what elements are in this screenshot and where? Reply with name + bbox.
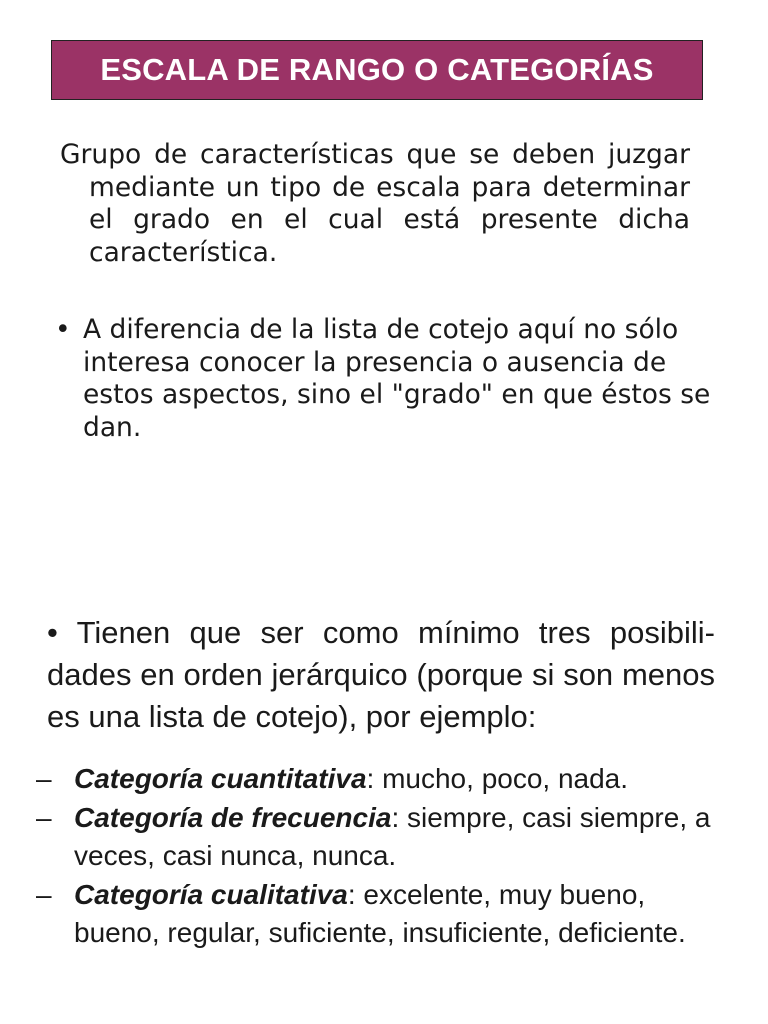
category-item (36, 799, 736, 876)
category-list (36, 760, 736, 953)
intro-paragraph: Grupo de características que se deben juzgar mediante un tipo de escala para determinar el grado en el cual está presente dicha característica. (60, 139, 690, 268)
page-title: ESCALA DE RANGO O CATEGORÍAS (100, 52, 654, 87)
category-item (36, 760, 736, 799)
dash-marker: – (36, 801, 52, 833)
category-name: Categoría cualitativa (74, 878, 348, 910)
bullet-text: A diferencia de la lista de cotejo aquí no sólo interesa conocer la presencia o ausencia de estos aspectos, sino el "grado" en que éstos se dan. (83, 314, 711, 443)
category-values: : excelente, muy bueno, bueno, regular, suficiente, insuficiente, deficiente. (74, 878, 686, 948)
category-name: Categoría de frecuencia (74, 801, 392, 833)
bullet-marker: • (55, 314, 71, 345)
category-values: : siempre, casi siempre, a veces, casi nunca, nunca. (74, 801, 711, 871)
dash-marker: – (36, 763, 52, 794)
title-banner (51, 40, 703, 100)
category-values: : mucho, poco, nada. (366, 763, 629, 794)
category-name: Categoría cuantitativa (74, 763, 367, 794)
dash-marker: – (36, 878, 52, 910)
bullet-point-1 (55, 314, 735, 444)
category-item (36, 876, 736, 953)
bullet-point-2: • Tienen que ser como mínimo tres posibili-dades en orden jerárquico (porque si son menos es una lista de cotejo), por ejemplo: (47, 615, 715, 734)
